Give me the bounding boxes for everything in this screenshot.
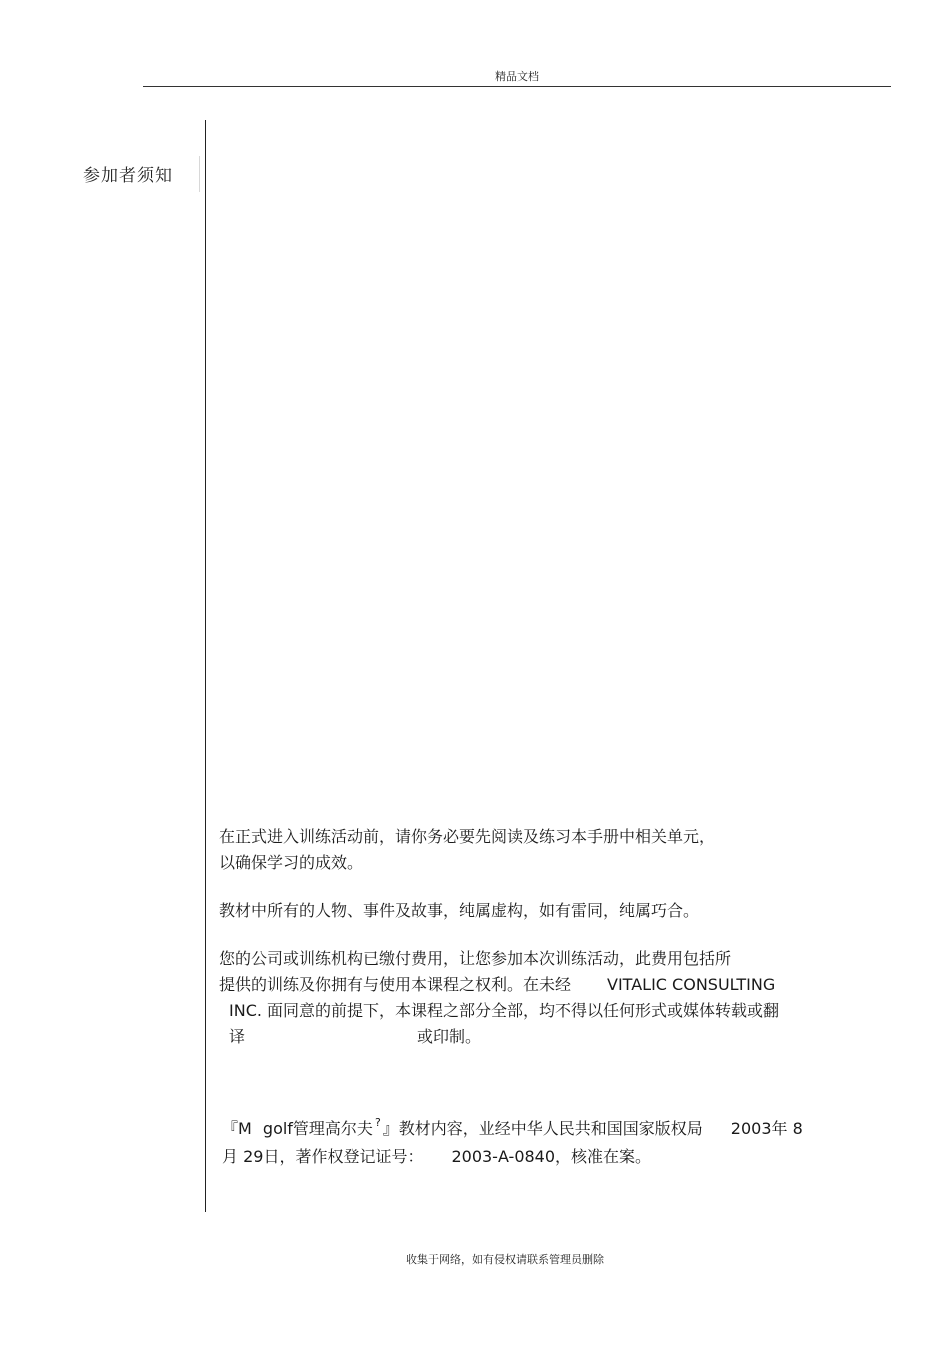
notice-paragraph-1 [219,824,715,876]
vertical-rule [205,120,206,1212]
paragraph-line [222,1144,803,1170]
course-title: golf管理高尔夫 [262,1119,373,1138]
paragraph-text: 译 [229,1027,246,1046]
paragraph-line [219,1024,779,1050]
page-header-title: 精品文档 [495,70,539,83]
paragraph-line [219,972,779,998]
trademark-mark: ? [374,1116,381,1129]
copyright-paragraph [222,1116,803,1170]
paragraph-line [222,1116,803,1144]
registration-date: 2003年 8 [730,1119,803,1138]
paragraph-line: 教材中所有的人物、事件及故事，纯属虚构，如有雷同，纯属巧合。 [219,901,700,920]
company-name: VITALIC CONSULTING [607,975,776,994]
header-divider [143,86,891,87]
paragraph-text: 月 29日，著作权登记证号： [222,1147,424,1166]
paragraph-text: 提供的训练及你拥有与使用本课程之权利。在未经 [219,975,572,994]
paragraph-line: 在正式进入训练活动前，请你务必要先阅读及练习本手册中相关单元， [219,827,716,846]
paragraph-text: 』教材内容，业经中华人民共和国国家版权局 [382,1119,703,1138]
title-quote-open: 『M [222,1119,252,1138]
heading-tick-divider [199,156,200,192]
notice-paragraph-2 [219,898,699,924]
section-heading: 参加者须知 [83,166,173,186]
registration-number: 2003-A-0840，核准在案。 [451,1147,652,1166]
paragraph-line: INC. 面同意的前提下，本课程之部分全部，均不得以任何形式或媒体转载或翻 [229,1001,780,1020]
page-footer: 收集于网络，如有侵权请联系管理员删除 [406,1253,604,1266]
notice-paragraph-3 [219,946,779,1050]
paragraph-line: 以确保学习的成效。 [219,853,364,872]
paragraph-line: 您的公司或训练机构已缴付费用，让您参加本次训练活动，此费用包括所 [219,949,732,968]
paragraph-text: 或印制。 [417,1027,482,1046]
